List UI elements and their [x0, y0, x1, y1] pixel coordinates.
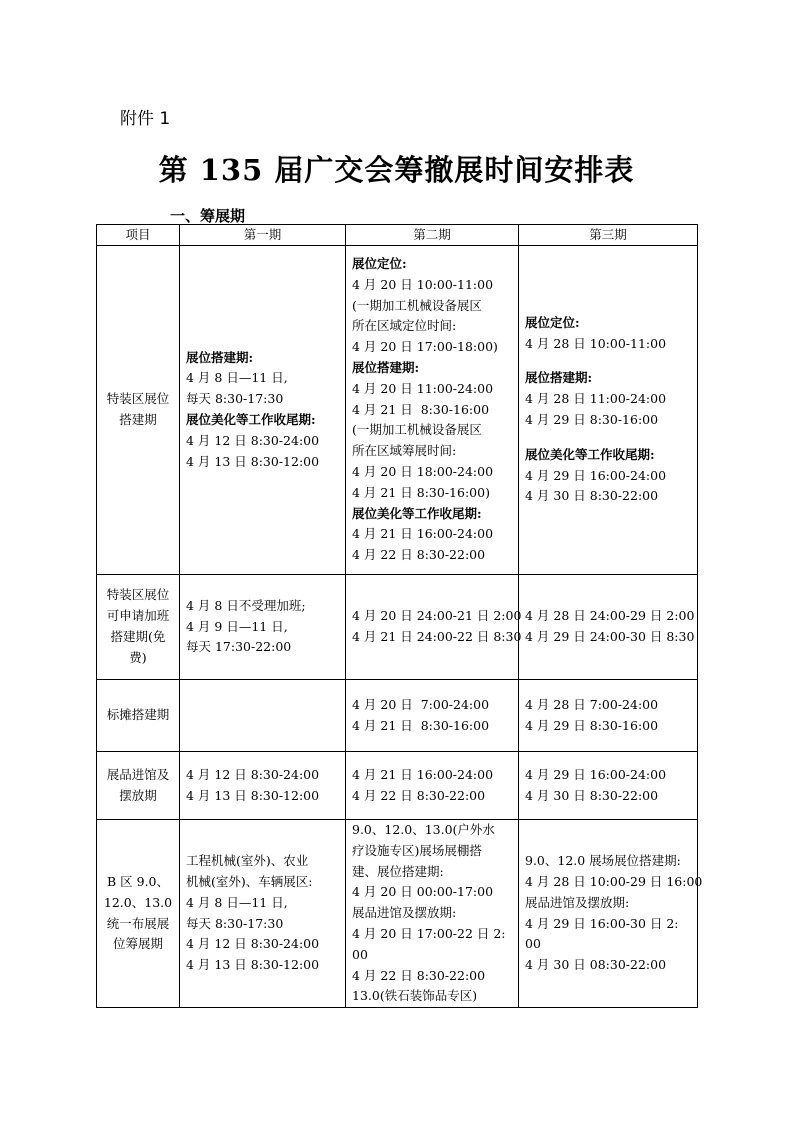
- table-body: [97, 246, 703, 1008]
- table-row: [97, 680, 698, 752]
- cell-heading-line: 展位美化等工作收尾期:: [186, 412, 316, 427]
- phase-1-cell: [180, 752, 346, 820]
- table-row: [97, 575, 698, 680]
- cell-text-line: 4 月 21 日 16:00-24:00: [352, 526, 494, 542]
- cell-text-line: 每天 8:30-17:30: [186, 915, 284, 931]
- cell-text-line: 4 月 13 日 8:30-12:00: [186, 453, 320, 469]
- cell-heading-line: 展位美化等工作收尾期:: [525, 446, 655, 462]
- row-item-label: 特装区展位可申请加班搭建期(免费): [97, 575, 180, 680]
- schedule-table: [96, 224, 703, 1008]
- cell-text-line: 4 月 20 日 11:00-24:00: [352, 380, 494, 396]
- phase-1-cell: [180, 680, 346, 752]
- cell-text-line: 所在区域筹展时间:: [352, 443, 457, 459]
- cell-text-line: 4 月 22 日 8:30-22:00: [352, 787, 486, 803]
- cell-text-line: 4 月 8 日不受理加班;: [186, 597, 306, 613]
- cell-text-line: 4 月 28 日 24:00-29 日 2:00: [525, 608, 695, 624]
- cell-text-line: 4 月 20 日 00:00-17:00: [352, 884, 494, 900]
- table-row: [97, 246, 698, 575]
- cell-text-line: 9.0、12.0 展场展位搭建期:: [525, 853, 681, 869]
- cell-text-line: 4 月 21 日 8:30-16:00: [352, 717, 490, 733]
- cell-text-line: (一期加工机械设备展区: [352, 422, 482, 438]
- cell-text-line: 展品进馆及摆放期:: [525, 894, 630, 910]
- cell-text-line: 4 月 9 日—11 日,: [186, 618, 288, 634]
- cell-text-line: 4 月 30 日 8:30-22:00: [525, 787, 659, 803]
- phase-3-cell: [519, 752, 698, 820]
- cell-text-line: 机械(室外)、车辆展区:: [186, 873, 313, 889]
- phase-2-cell: [346, 752, 519, 820]
- cell-text-line: 4 月 30 日 08:30-22:00: [525, 957, 667, 973]
- cell-text-line: 4 月 21 日 16:00-24:00: [352, 766, 494, 782]
- header-phase-3: 第三期: [519, 225, 698, 246]
- cell-text-line: 4 月 12 日 8:30-24:00: [186, 936, 320, 952]
- phase-3-cell: [519, 575, 698, 680]
- cell-text-line: 4 月 8 日—11 日,: [186, 894, 288, 910]
- cell-text-line: 4 月 21 日 8:30-16:00: [352, 401, 490, 417]
- cell-text-line: [525, 431, 691, 445]
- cell-heading-line: 展位定位:: [352, 256, 407, 272]
- cell-text-line: 展品进馆及摆放期:: [352, 905, 457, 921]
- table-row: [97, 752, 698, 820]
- cell-text-line: 4 月 30 日 8:30-22:00: [525, 488, 659, 504]
- cell-text-line: 工程机械(室外)、农业: [186, 853, 309, 869]
- section-heading: 一、筹展期: [170, 207, 246, 225]
- table-header-row: [97, 225, 698, 246]
- cell-text-line: 00: [352, 946, 368, 962]
- cell-text-line: 4 月 12 日 8:30-24:00: [186, 766, 320, 782]
- phase-1-cell: [180, 820, 346, 1008]
- cell-heading-line: 展位搭建期:: [186, 349, 254, 365]
- cell-text-line: 4 月 29 日 8:30-16:00: [525, 717, 659, 733]
- attachment-label: 附件 1: [120, 109, 171, 129]
- cell-text-line: 4 月 29 日 16:00-24:00: [525, 467, 667, 483]
- header-item: 项目: [97, 225, 180, 246]
- cell-text-line: 9.0、12.0、13.0(户外水: [352, 822, 495, 837]
- cell-text-line: 4 月 22 日 8:30-22:00: [352, 967, 486, 983]
- phase-2-cell: [346, 820, 519, 1008]
- cell-text-line: 每天 8:30-17:30: [186, 391, 284, 407]
- cell-text-line: 00: [525, 936, 541, 952]
- cell-text-line: 4 月 20 日 7:00-24:00: [352, 696, 490, 712]
- cell-text-line: 4 月 20 日 10:00-11:00: [352, 276, 494, 292]
- phase-2-cell: [346, 680, 519, 752]
- cell-text-line: 4 月 28 日 11:00-24:00: [525, 391, 667, 407]
- phase-1-cell: [180, 575, 346, 680]
- cell-text-line: 疗设施专区)展场展棚搭: [352, 842, 482, 858]
- phase-3-cell: [519, 246, 698, 575]
- cell-text-line: 4 月 20 日 17:00-22 日 2:: [352, 925, 506, 941]
- phase-2-cell: [346, 246, 519, 575]
- cell-text-line: 4 月 28 日 7:00-24:00: [525, 696, 659, 712]
- row-item-label: 标摊搭建期: [97, 680, 180, 752]
- cell-text-line: 13.0(铁石装饰品专区): [352, 988, 478, 1004]
- cell-heading-line: 展位美化等工作收尾期:: [352, 505, 482, 521]
- row-item-label: 特装区展位搭建期: [97, 246, 180, 575]
- document-title: 第 135 届广交会筹撤展时间安排表: [158, 153, 635, 187]
- cell-text-line: 4 月 22 日 8:30-22:00: [352, 547, 486, 563]
- phase-3-cell: [519, 680, 698, 752]
- cell-text-line: 4 月 12 日 8:30-24:00: [186, 432, 320, 448]
- header-phase-1: 第一期: [180, 225, 346, 246]
- cell-text-line: 4 月 29 日 16:00-30 日 2:: [525, 915, 679, 931]
- cell-text-line: 4 月 20 日 24:00-21 日 2:00: [352, 608, 522, 624]
- row-item-label: B 区 9.0、12.0、13.0 统一布展展位筹展期: [97, 820, 180, 1008]
- cell-heading-line: 展位搭建期:: [352, 360, 420, 375]
- cell-text-line: 4 月 13 日 8:30-12:00: [186, 957, 320, 973]
- cell-heading-line: 展位搭建期:: [525, 370, 593, 386]
- table-row: [97, 820, 698, 1008]
- cell-text-line: 4 月 29 日 16:00-24:00: [525, 766, 667, 782]
- phase-3-cell: [519, 820, 703, 1008]
- phase-1-cell: [180, 246, 346, 575]
- cell-text-line: 每天 17:30-22:00: [186, 639, 292, 655]
- cell-heading-line: 展位定位:: [525, 314, 580, 330]
- row-item-label: 展品进馆及摆放期: [97, 752, 180, 820]
- header-phase-2: 第二期: [346, 225, 519, 246]
- cell-text-line: 4 月 20 日 17:00-18:00): [352, 339, 498, 355]
- cell-text-line: 4 月 20 日 18:00-24:00: [352, 463, 494, 479]
- cell-text-line: 4 月 29 日 24:00-30 日 8:30: [525, 629, 695, 644]
- cell-text-line: (一期加工机械设备展区: [352, 297, 482, 313]
- cell-text-line: 所在区域定位时间:: [352, 318, 457, 334]
- cell-text-line: 4 月 28 日 10:00-11:00: [525, 335, 667, 351]
- cell-text-line: 4 月 21 日 8:30-16:00): [352, 484, 490, 500]
- cell-text-line: 4 月 29 日 8:30-16:00: [525, 412, 659, 427]
- cell-text-line: [525, 354, 691, 368]
- cell-text-line: 4 月 8 日—11 日,: [186, 370, 288, 386]
- cell-text-line: 4 月 21 日 24:00-22 日 8:30: [352, 629, 522, 644]
- phase-2-cell: [346, 575, 522, 680]
- cell-text-line: 4 月 28 日 10:00-29 日 16:00: [525, 873, 703, 889]
- cell-text-line: 4 月 13 日 8:30-12:00: [186, 787, 320, 803]
- cell-text-line: 建、展位搭建期:: [352, 863, 444, 879]
